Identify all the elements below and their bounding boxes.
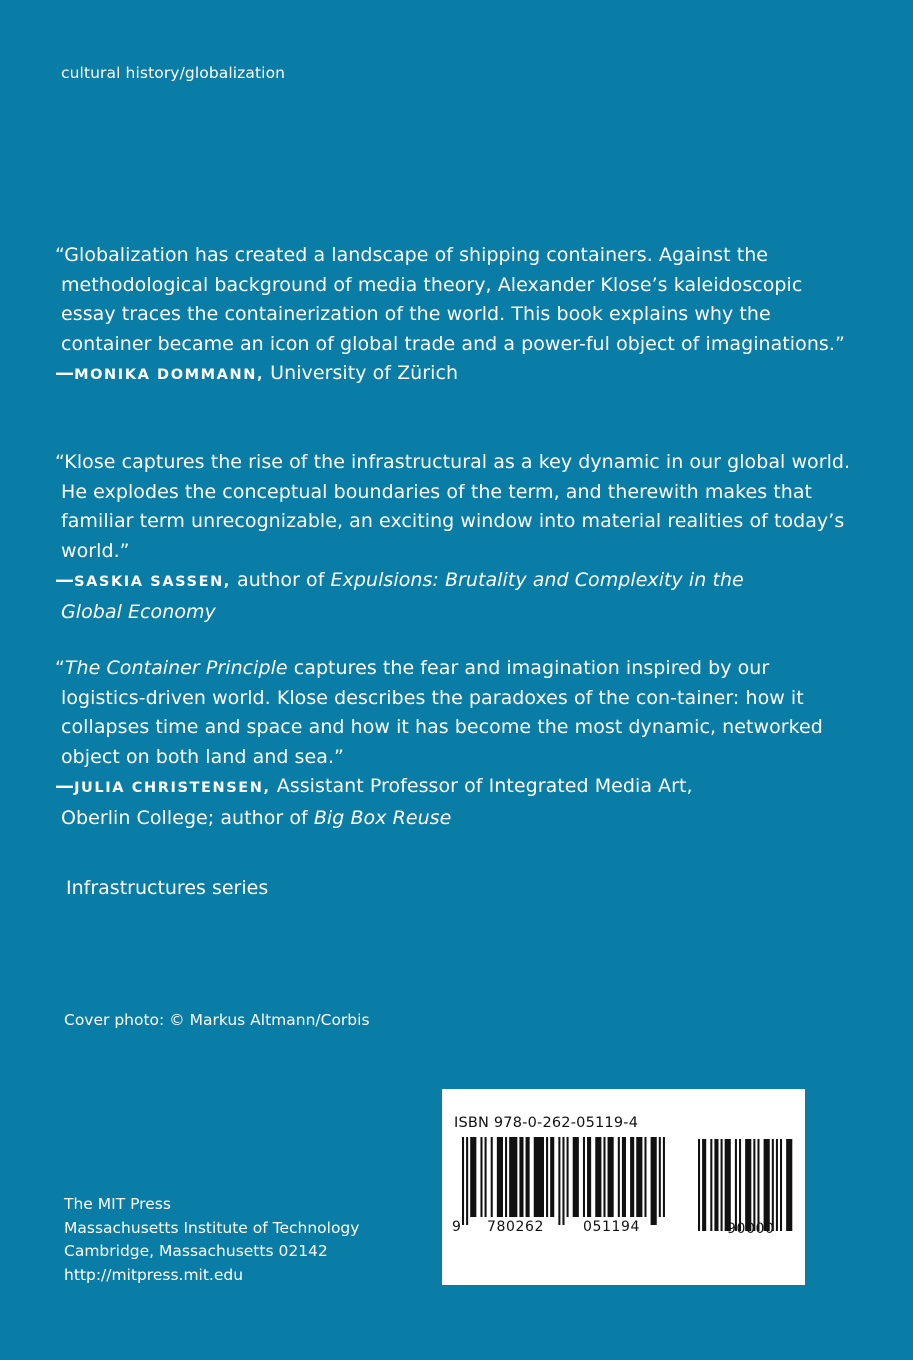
barcode-bar — [603, 1137, 605, 1217]
blurb-dommann — [55, 241, 855, 391]
barcode-bar — [485, 1137, 487, 1217]
barcode-bar — [546, 1137, 548, 1217]
attribution-book-title: Big Box Reuse — [313, 806, 452, 829]
publisher-url: http://mitpress.mit.edu — [64, 1265, 244, 1284]
barcode-addon-digits: 90000 — [727, 1221, 775, 1237]
blurb-quote: “Klose captures the rise of the infrastructural as a key dynamic in our global world. He explodes the conceptual boundaries of the term, and therewith makes that familiar term unrecognizable, an exciting window into material realities of today’s world.” — [55, 451, 851, 562]
barcode-bar — [644, 1137, 646, 1217]
attribution-book-title-cont: Global Economy — [61, 600, 216, 623]
barcode-bar — [618, 1137, 620, 1217]
series-label: Infrastructures series — [66, 877, 269, 899]
barcode-bar — [636, 1137, 642, 1217]
blurb-quote — [55, 654, 855, 772]
barcode-bar — [739, 1139, 741, 1231]
barcode-bar — [550, 1137, 554, 1217]
barcode-bar — [509, 1137, 517, 1217]
barcode-bar — [567, 1137, 569, 1217]
barcode-bar — [466, 1137, 468, 1225]
attribution-dash: — — [55, 775, 75, 798]
blurb-sassen — [55, 448, 855, 628]
barcode-bar — [534, 1137, 544, 1217]
publisher-address: Cambridge, Massachusetts 02142 — [64, 1242, 328, 1261]
barcode-bar — [497, 1137, 503, 1217]
barcode-bar — [786, 1139, 792, 1231]
barcode-bar — [505, 1137, 507, 1217]
barcode-bar — [587, 1137, 591, 1217]
barcode-bar — [526, 1137, 530, 1217]
quote-open: “ — [55, 657, 65, 679]
barcode-bar — [558, 1137, 560, 1225]
barcode-bar — [622, 1137, 626, 1217]
isbn-label: ISBN 978-0-262-05119-4 — [454, 1115, 639, 1131]
blurb-attribution — [55, 772, 855, 833]
barcode-bar — [462, 1137, 464, 1225]
barcode-bar — [776, 1139, 778, 1231]
barcode-bar — [753, 1139, 755, 1231]
barcode-bar — [659, 1137, 661, 1217]
barcode-bar — [595, 1137, 601, 1217]
attribution-name: JULIA CHRISTENSEN, — [74, 780, 271, 797]
barcode-bar — [772, 1139, 774, 1231]
barcode-bar — [519, 1137, 523, 1217]
attribution-prefix: author of — [230, 569, 331, 592]
barcode-image — [454, 1137, 794, 1257]
barcode-bar — [470, 1137, 476, 1217]
barcode-bar — [757, 1139, 759, 1231]
barcode-digits-right: 051194 — [583, 1219, 641, 1235]
barcode-bar — [764, 1139, 770, 1231]
barcode-bar — [710, 1139, 712, 1231]
barcode-digits-left: 780262 — [487, 1219, 545, 1235]
blurb-attribution — [55, 566, 855, 627]
barcode-bar — [702, 1139, 706, 1231]
barcode-bar — [725, 1139, 731, 1231]
barcode-box — [442, 1089, 805, 1285]
barcode-bar — [608, 1137, 614, 1217]
barcode-bar — [573, 1137, 579, 1217]
barcode-bar — [745, 1139, 751, 1231]
cover-credit: Cover photo: © Markus Altmann/Corbis — [64, 1011, 370, 1029]
publisher-block — [64, 1193, 359, 1287]
attribution-name: SASKIA SASSEN, — [74, 574, 231, 591]
category-label: cultural history/globalization — [61, 64, 286, 82]
blurb-attribution — [55, 359, 855, 391]
barcode-bar — [583, 1137, 585, 1217]
attribution-affiliation: University of Zürich — [264, 362, 459, 385]
publisher-institution: Massachusetts Institute of Technology — [64, 1218, 360, 1237]
barcode-bar — [735, 1139, 737, 1231]
barcode-bar — [721, 1139, 723, 1231]
attribution-name: MONIKA DOMMANN, — [74, 367, 265, 384]
barcode-bar — [714, 1139, 718, 1231]
barcode-bar — [651, 1137, 657, 1225]
attribution-book-title: Expulsions: Brutality and Complexity in the — [330, 569, 744, 592]
barcode-digit-lead: 9 — [452, 1219, 461, 1235]
attribution-dash: — — [55, 569, 75, 592]
attribution-affiliation: Assistant Professor of Integrated Media Art, — [270, 775, 693, 798]
publisher-name: The MIT Press — [64, 1195, 171, 1213]
barcode-bar — [480, 1137, 482, 1217]
quote-rest: captures the fear and imagination inspired by our logistics-driven world. Klose describes the paradoxes of the con-tainer: how it collapses time and space and how it has become the most dynamic, networked object on both land and sea.” — [61, 657, 823, 768]
quote-book-title: The Container Principle — [64, 657, 288, 679]
barcode-bar — [630, 1137, 634, 1217]
barcode-bar — [562, 1137, 564, 1225]
attribution-affiliation-cont: Oberlin College; author of — [61, 806, 314, 829]
barcode-bar — [698, 1139, 700, 1231]
attribution-dash: — — [55, 362, 75, 385]
barcode-bar — [491, 1137, 493, 1217]
barcode-bar — [663, 1137, 665, 1217]
blurb-quote: “Globalization has created a landscape of shipping containers. Against the methodological background of media theory, Alexander Klose’s kaleidoscopic essay traces the containerization of the world. This book explains why the container became an icon of global trade and a power-ful object of imaginations.” — [55, 244, 845, 355]
blurb-christensen — [55, 654, 855, 834]
barcode-bar — [780, 1139, 782, 1231]
